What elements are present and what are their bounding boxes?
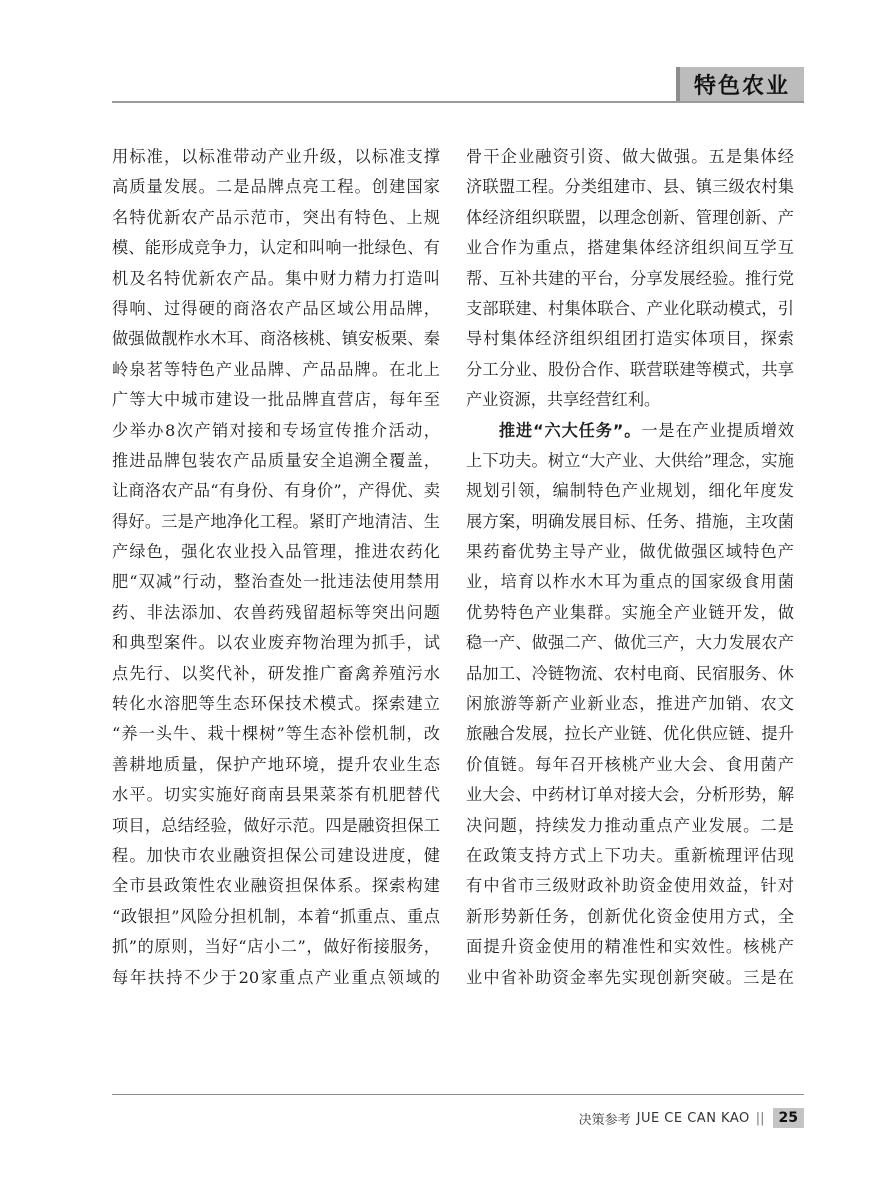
- text-line: 导村集体经济组织组团打造实体项目，探索: [466, 329, 794, 349]
- journal-name-en: JUE CE CAN KAO: [636, 1110, 750, 1126]
- text-line: 产绿色，强化农业投入品管理，推进农药化: [112, 542, 440, 562]
- text-line: 每年扶持不少于20家重点产业重点领域的: [112, 967, 440, 987]
- text-line: 帮、互补共建的平台，分享发展经验。推行党: [466, 268, 794, 288]
- text-line: 上下功夫。树立“大产业、大供给”理念，实施: [466, 450, 794, 470]
- text-line: 转化水溶肥等生态环保技术模式。探索建立: [112, 694, 440, 714]
- text-line: 规划引领，编制特色产业规划，细化年度发: [466, 481, 794, 501]
- text-line: 优势特色产业集群。实施全产业链开发，做: [466, 602, 794, 622]
- journal-name-cn: 决策参考: [578, 1112, 631, 1128]
- text-line: 业合作为重点，搭建集体经济组织间互学互: [466, 238, 794, 258]
- right-column: [466, 142, 794, 993]
- text-line: 广等大中城市建设一批品牌直营店，每年至: [112, 390, 440, 410]
- footer-divider: ||: [755, 1110, 765, 1126]
- text-line: 体经济组织联盟，以理念创新、管理创新、产: [466, 207, 794, 227]
- text-line: 闲旅游等新产业新业态，推进产加销、农文: [466, 694, 794, 714]
- text-line: 少举办8次产销对接和专场宣传推介活动，: [112, 420, 440, 440]
- text-line: 展方案，明确发展目标、任务、措施，主攻菌: [466, 511, 794, 531]
- text-line: 在政策支持方式上下功夫。重新梳理评估现: [466, 845, 794, 865]
- paragraph-lead-line: [466, 416, 794, 446]
- text-line: 新形势新任务，创新优化资金使用方式，全: [466, 906, 794, 926]
- text-line: 业中省补助资金率先实现创新突破。三是在: [466, 967, 794, 987]
- text-line: 和典型案件。以农业废弃物治理为抓手，试: [112, 633, 440, 653]
- text-line: 得响、过得硬的商洛农产品区域公用品牌，: [112, 298, 440, 318]
- text-line: 价值链。每年召开核桃产业大会、食用菌产: [466, 754, 794, 774]
- footer-rule: [112, 1094, 804, 1095]
- text-line: 决问题，持续发力推动重点产业发展。二是: [466, 815, 794, 835]
- text-line: 肥“双减”行动，整治查处一批违法使用禁用: [112, 572, 440, 592]
- text-line: 岭泉茗等特色产业品牌、产品品牌。在北上: [112, 359, 440, 379]
- text-line: 果药畜优势主导产业，做优做强区域特色产: [466, 542, 794, 562]
- text-line: 旅融合发展，拉长产业链、优化供应链、提升: [466, 724, 794, 744]
- text-line: 用标准，以标准带动产业升级，以标准支撑: [112, 147, 440, 166]
- text-line: 善耕地质量，保护产地环境，提升农业生态: [112, 754, 440, 774]
- text-line: 业，培育以柞水木耳为重点的国家级食用菌: [466, 572, 794, 592]
- text-line: 分工分业、股份合作、联营联建等模式，共享: [466, 359, 794, 379]
- text-line: 高质量发展。二是品牌点亮工程。创建国家: [112, 177, 440, 197]
- text-line: 推进品牌包装农产品质量安全追溯全覆盖，: [112, 450, 440, 470]
- text-line: 让商洛农产品“有身份、有身价”，产得优、卖: [112, 481, 440, 501]
- text-line: 名特优新农产品示范市，突出有特色、上规: [112, 207, 440, 227]
- text-line: 产业资源，共享经营红利。: [466, 390, 661, 410]
- text-line: 支部联建、村集体联合、产业化联动模式，引: [466, 298, 794, 318]
- text-line: 项目，总结经验，做好示范。四是融资担保工: [112, 815, 440, 835]
- text-line: 药、非法添加、农兽药残留超标等突出问题: [112, 602, 440, 622]
- section-title: 特色农业: [676, 67, 804, 101]
- text-line-rest: 一是在产业提质增效: [641, 420, 795, 440]
- text-line: 稳一产、做强二产、做优三产，大力发展农产: [466, 633, 794, 653]
- text-line: 业大会、中药材订单对接大会，分析形势，解: [466, 785, 794, 805]
- text-line: 水平。切实实施好商南县果菜茶有机肥替代: [112, 785, 440, 805]
- text-line: 全市县政策性农业融资担保体系。探索构建: [112, 876, 440, 896]
- text-line: 模、能形成竞争力，认定和叫响一批绿色、有: [112, 238, 440, 258]
- text-line: “政银担”风险分担机制，本着“抓重点、重点: [112, 906, 440, 926]
- left-column: [112, 142, 440, 993]
- text-line: 得好。三是产地净化工程。紧盯产地清洁、生: [112, 511, 440, 531]
- text-line: 做强做靓柞水木耳、商洛核桃、镇安板栗、秦: [112, 329, 440, 349]
- header-rule: [112, 101, 804, 103]
- page-footer: [500, 1106, 804, 1130]
- text-line: 抓”的原则，当好“店小二”，做好衔接服务，: [112, 937, 440, 957]
- text-line: “养一头牛、栽十棵树”等生态补偿机制，改: [112, 724, 440, 744]
- text-line: 骨干企业融资引资、做大做强。五是集体经: [466, 147, 794, 166]
- paragraph-lead: 推进“六大任务”。: [498, 420, 642, 440]
- text-line: 机及名特优新农产品。集中财力精力打造叫: [112, 268, 440, 288]
- page-number: 25: [773, 1108, 804, 1128]
- text-line: 程。加快市农业融资担保公司建设进度，健: [112, 845, 440, 865]
- text-line: 品加工、冷链物流、农村电商、民宿服务、休: [466, 663, 794, 683]
- text-line: 点先行、以奖代补，研发推广畜禽养殖污水: [112, 663, 440, 683]
- text-line: 济联盟工程。分类组建市、县、镇三级农村集: [466, 177, 794, 197]
- text-line: 面提升资金使用的精准性和实效性。核桃产: [466, 937, 794, 957]
- text-line: 有中省市三级财政补助资金使用效益，针对: [466, 876, 794, 896]
